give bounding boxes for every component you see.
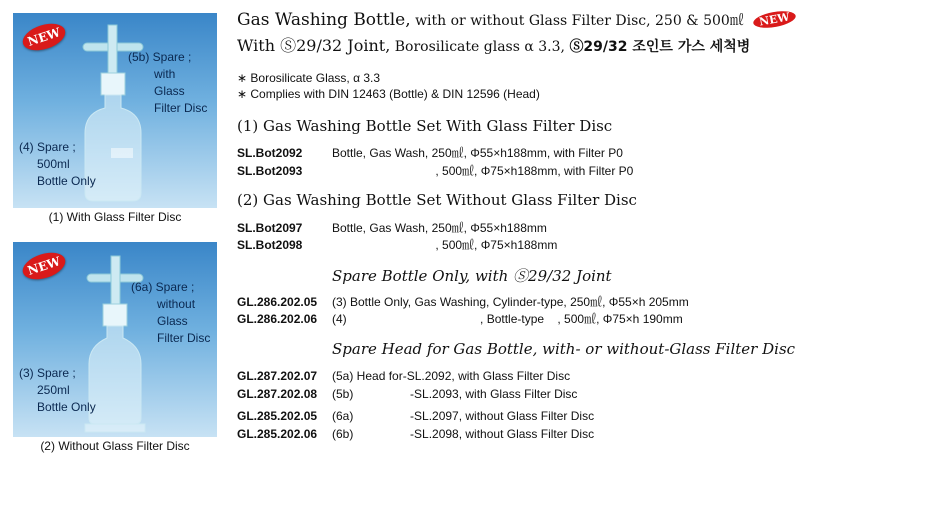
photo-caption-2: (2) Without Glass Filter Disc [40,439,190,453]
photo-label-4: (4) Spare ; 500ml Bottle Only [19,140,96,188]
section-heading-3: Spare Bottle Only, with Ⓢ29/32 Joint [332,267,612,285]
photo-caption-1: (1) With Glass Filter Disc [48,210,182,224]
product-photo-with-filter [13,13,217,208]
new-badge: NEW [19,19,68,55]
title-line-1: Gas Washing Bottle, with or without Glass Filter Disc, 250 & 500㎖ NEW [237,10,796,30]
photo-label-5b: (5b) Spare ; with Glass Filter Disc [128,50,208,115]
new-badge-inline: NEW [752,8,797,30]
section-heading-2: (2) Gas Washing Bottle Set Without Glass Filter Disc [237,191,637,209]
title-line-2: With Ⓢ29/32 Joint, Borosilicate glass α 3.3, Ⓢ29/32 조인트 가스 세척병 [237,36,751,55]
photo-label-6a: (6a) Spare ; without Glass Filter Disc [131,280,211,345]
section-heading-1: (1) Gas Washing Bottle Set With Glass Filter Disc [237,117,613,135]
spec-notes: ∗ Borosilicate Glass, α 3.3 ∗ Complies with DIN 12463 (Bottle) & DIN 12596 (Head) [237,71,540,101]
section-heading-4: Spare Head for Gas Bottle, with- or without-Glass Filter Disc [332,340,796,358]
product-title [237,10,796,56]
new-badge: NEW [19,248,68,284]
photo-label-3: (3) Spare ; 250ml Bottle Only [19,366,96,414]
product-photo-without-filter [13,242,217,437]
